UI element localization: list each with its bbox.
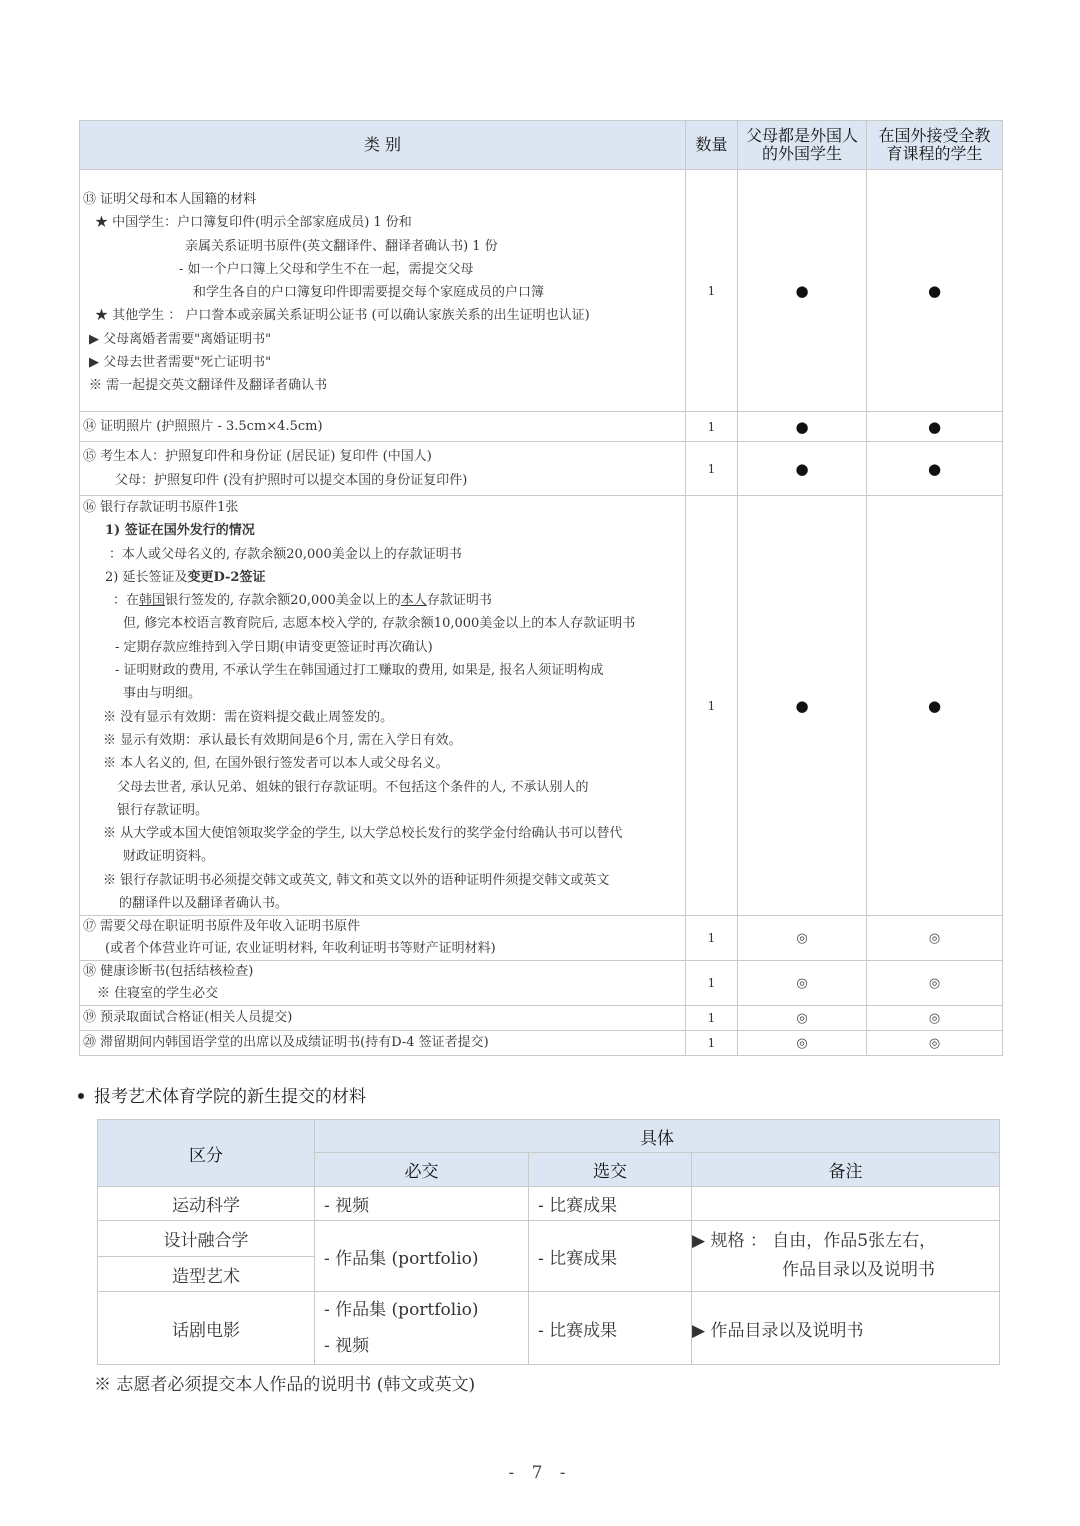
row-15-count: 1 [686,442,738,496]
optional-cell: - 比赛成果 [529,1292,692,1365]
row-17-mark-foreign: ◎ [738,916,867,961]
row-20-category: ⑳ 滞留期间内韩国语学堂的出席以及成绩证明书(持有D-4 签证者提交) [80,1031,686,1056]
row-16-mark-foreign: ● [738,496,867,916]
table-row [80,170,1003,412]
division-cell: 运动科学 [98,1187,315,1221]
remarks-cell: ▶ 规格 ： 自由，作品5张左右， 作品目录以及说明书 [692,1221,1000,1292]
header-optional: 选交 [529,1153,692,1187]
table-row [80,442,1003,496]
header-required: 必交 [315,1153,529,1187]
header-category: 类 别 [80,121,686,170]
row-19-mark-abroad: ◎ [867,1006,1003,1031]
document-requirements-table [79,120,1003,1056]
row-15-category: ⑮ 考生本人：护照复印件和身份证 (居民证) 复印件 (中国人) 父母：护照复印件 (没有护照时可以提交本国的身份证复印件) [80,442,686,496]
division-cell: 话剧电影 [98,1292,315,1365]
table-row [98,1221,1000,1257]
table-row [80,961,1003,1006]
header-detail: 具体 [315,1120,1000,1153]
row-16-mark-abroad: ● [867,496,1003,916]
header-abroad-education: 在国外接受全教 育课程的学生 [867,121,1003,170]
art-requirements-table [97,1119,1000,1365]
row-19-count: 1 [686,1006,738,1031]
row-13-count: 1 [686,170,738,412]
row-17-category: ⑰ 需要父母在职证明书原件及年收入证明书原件 (或者个体营业许可证, 农业证明材料, 年收利证明书等财产证明材料) [80,916,686,961]
division-cell: 设计融合学 [98,1221,315,1257]
row-14-category: ⑭ 证明照片 (护照照片 - 3.5cm×4.5cm) [80,412,686,442]
row-19-category: ⑲ 预录取面试合格证(相关人员提交) [80,1006,686,1031]
row-14-count: 1 [686,412,738,442]
row-16-category: ⑯ 银行存款证明书原件1张 1) 签证在国外发行的情况 ：本人或父母名义的, 存款余额20,000美金以上的存款证明书 2) 延长签证及变更D-2签证 ：在韩国银行签发的, 存款余额20,000美金以上的本人存款证明书 但, 修完本校语言教育院后, 志愿本校入学的, 存款余额10,000美金以上的本人存款证明书 - 定期存款应维持到入学日期(申请变更签证时再次确认) - 证明财政的费用, 不承认学生在韩国通过打工赚取的费用, 如果是, 报名人须证明构成 事由与明细。 ※ 没有显示有效期：需在资料提交截止周签发的。 ※ 显示有效期：承认最长有效期间是6个月, 需在入学日有效。 ※ 本人名义的, 但, 在国外银行签发者可以本人或父母名义。 父母去世者, 承认兄弟、姐妹的银行存款证明。不包括这个条件的人, 不承认别人的 银行存款证明。 ※ 从大学或本国大使馆领取奖学金的学生, 以大学总校长发行的奖学金付给确认书可以替代 财政证明资料。 ※ 银行存款证明书必须提交韩文或英文, 韩文和英文以外的语种证明件须提交韩文或英文 的翻译件以及翻译者确认书。 [80,496,686,916]
remarks-cell [692,1187,1000,1221]
table-row [98,1187,1000,1221]
row-19-mark-foreign: ◎ [738,1006,867,1031]
optional-cell: - 比赛成果 [529,1187,692,1221]
row-16-count: 1 [686,496,738,916]
table-row [80,916,1003,961]
table-header-row [80,121,1003,170]
row-17-count: 1 [686,916,738,961]
row-14-mark-abroad: ● [867,412,1003,442]
row-20-count: 1 [686,1031,738,1056]
row-20-mark-abroad: ◎ [867,1031,1003,1056]
row-13-mark-abroad: ● [867,170,1003,412]
row-20-mark-foreign: ◎ [738,1031,867,1056]
header-count: 数量 [686,121,738,170]
row-15-mark-foreign: ● [738,442,867,496]
optional-cell: - 比赛成果 [529,1221,692,1292]
bullet-icon [78,1093,84,1099]
table-row [98,1292,1000,1365]
table-header-row [98,1120,1000,1153]
row-13-mark-foreign: ● [738,170,867,412]
required-cell: - 作品集 (portfolio) - 视频 [315,1292,529,1365]
row-18-mark-foreign: ◎ [738,961,867,1006]
header-division: 区分 [98,1120,315,1187]
remarks-cell: ▶ 作品目录以及说明书 [692,1292,1000,1365]
required-cell: - 作品集 (portfolio) [315,1221,529,1292]
header-remarks: 备注 [692,1153,1000,1187]
division-cell: 造型艺术 [98,1257,315,1292]
table-row [80,496,1003,916]
table-row [80,1006,1003,1031]
required-cell: - 视频 [315,1187,529,1221]
row-13-category: ⑬ 证明父母和本人国籍的材料 ★ 中国学生：户口簿复印件(明示全部家庭成员) 1 份和 亲属关系证明书原件(英文翻译件、翻译者确认书) 1 份 - 如一个户口簿上父母和学生不在一起，需提交父母 和学生各自的户口簿复印件即需要提交每个家庭成员的户口簿 ★ 其他学生 ： 户口誊本或亲属关系证明公证书 (可以确认家族关系的出生证明也认证) ▶ 父母离婚者需要"离婚证明书" ▶ 父母去世者需要"死亡证明书" ※ 需一起提交英文翻译件及翻译者确认书 [80,170,686,412]
table-row [80,1031,1003,1056]
row-15-mark-abroad: ● [867,442,1003,496]
row-18-count: 1 [686,961,738,1006]
art-section-heading: 报考艺术体育学院的新生提交的材料 [78,1085,366,1109]
header-foreign-parents: 父母都是外国人 的外国学生 [738,121,867,170]
art-section-note: ※ 志愿者必须提交本人作品的说明书 (韩文或英文) [94,1375,476,1395]
row-14-mark-foreign: ● [738,412,867,442]
row-18-mark-abroad: ◎ [867,961,1003,1006]
page-number: - 7 - [508,1463,572,1483]
table-row [80,412,1003,442]
row-17-mark-abroad: ◎ [867,916,1003,961]
row-18-category: ⑱ 健康诊断书(包括结核检查) ※ 住寝室的学生必交 [80,961,686,1006]
